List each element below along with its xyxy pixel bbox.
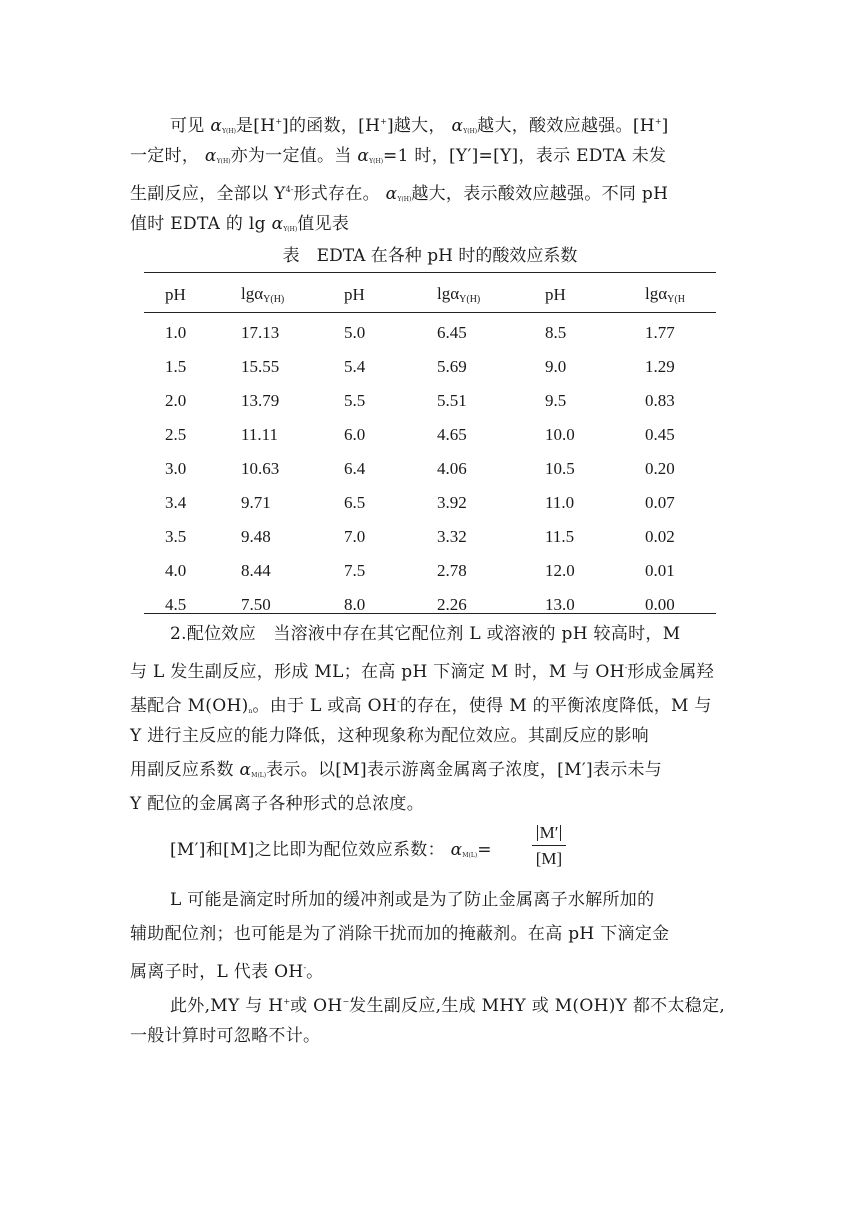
header-subscript: Y(H) xyxy=(459,294,481,305)
alpha-symbol: α xyxy=(357,146,370,166)
cell-ph: 7.0 xyxy=(344,527,366,546)
intro-line-4 xyxy=(130,214,730,240)
text-run: 值见表 xyxy=(297,214,350,234)
table-row xyxy=(144,520,716,554)
cell-ph: 1.5 xyxy=(165,357,187,376)
text-run: 一般计算时可忽略不计。 xyxy=(130,1026,321,1046)
cell-ph: 13.0 xyxy=(545,595,575,614)
cell-lg-alpha: 1.77 xyxy=(645,323,675,342)
text-run: 此外,MY 与 H xyxy=(170,996,284,1016)
cell-ph: 5.0 xyxy=(344,323,366,342)
alpha-symbol: α xyxy=(385,184,398,204)
text-run: 发生副反应,生成 MHY 或 M(OH)Y 都不太稳定, xyxy=(349,996,726,1016)
para4-line-2 xyxy=(130,1026,730,1046)
cell-ph: 3.4 xyxy=(165,493,187,512)
cell-lg-alpha: 5.51 xyxy=(437,391,467,410)
cell-lg-alpha: 0.00 xyxy=(645,595,675,614)
text-run: 的存在，使得 M 的平衡浓度降低，M 与 xyxy=(399,696,712,716)
table-row xyxy=(144,452,716,486)
acid-effect-table xyxy=(144,276,716,622)
alpha-symbol: α xyxy=(204,146,217,166)
superscript: - xyxy=(624,663,628,672)
text-run: 表示。以[M]表示游离金属离子浓度，[M′]表示未与 xyxy=(266,760,663,780)
cell-ph: 8.5 xyxy=(545,323,567,342)
text-run: 值时 EDTA 的 lg xyxy=(130,214,272,234)
text-run: 形式存在。 xyxy=(293,184,386,204)
text-run: ]越大， xyxy=(386,116,452,136)
superscript: + xyxy=(275,117,283,126)
cell-lg-alpha: 0.02 xyxy=(645,527,675,546)
formula-numerator xyxy=(532,822,566,844)
header-text: lgα xyxy=(645,284,668,303)
header-lg-alpha xyxy=(645,276,716,313)
superscript: - xyxy=(396,697,400,706)
section2-line-2 xyxy=(130,658,730,682)
cell-lg-alpha: 15.55 xyxy=(241,357,280,376)
text-run: 辅助配位剂；也可能是为了消除干扰而加的掩蔽剂。在高 pH 下滴定金 xyxy=(130,924,670,944)
text-run: 形成金属羟 xyxy=(627,662,714,682)
header-subscript: Y(H) xyxy=(263,294,285,305)
text-run: ] xyxy=(661,116,669,136)
header-ph: pH xyxy=(344,284,365,304)
text-run: 2.配位效应 当溶液中存在其它配位剂 L 或溶液的 pH 较高时，M xyxy=(170,624,681,644)
cell-ph: 6.4 xyxy=(344,459,366,478)
cell-lg-alpha: 0.20 xyxy=(645,459,675,478)
header-text: lgα xyxy=(437,284,460,303)
cell-ph: 4.5 xyxy=(165,595,187,614)
subscript: Y(H) xyxy=(397,196,412,203)
cell-lg-alpha: 10.63 xyxy=(241,459,280,478)
text-run: 。 xyxy=(306,962,324,982)
cell-lg-alpha: 17.13 xyxy=(241,323,280,342)
table-row xyxy=(144,418,716,452)
cell-ph: 2.5 xyxy=(165,425,187,444)
subscript: Y(H) xyxy=(369,158,384,165)
section2-line-1 xyxy=(170,624,730,644)
cell-lg-alpha: 3.32 xyxy=(437,527,467,546)
cell-lg-alpha: 9.48 xyxy=(241,527,271,546)
cell-lg-alpha: 0.01 xyxy=(645,561,675,580)
subscript: Y(H) xyxy=(216,158,231,165)
text-run: 一定时， xyxy=(130,146,205,166)
header-lg-alpha xyxy=(437,276,545,313)
text-run: 。由于 L 或高 OH xyxy=(252,696,397,716)
intro-line-3 xyxy=(130,180,730,210)
superscript: 4- xyxy=(285,185,294,194)
header-lg-alpha xyxy=(241,276,344,313)
alpha-symbol: α xyxy=(239,760,252,780)
superscript: + xyxy=(654,117,662,126)
subscript: Y(H) xyxy=(283,226,298,233)
subscript: M(L) xyxy=(251,772,267,779)
table-row xyxy=(144,486,716,520)
cell-lg-alpha: 4.06 xyxy=(437,459,467,478)
cell-lg-alpha: 7.50 xyxy=(241,595,271,614)
table-caption: 表 EDTA 在各种 pH 时的酸效应系数 xyxy=(282,246,578,266)
table-row xyxy=(144,350,716,384)
formula-denominator: [M] xyxy=(535,849,563,868)
cell-lg-alpha: 1.29 xyxy=(645,357,675,376)
text-run: = xyxy=(477,840,492,860)
cell-lg-alpha: 11.11 xyxy=(241,425,278,444)
header-ph: pH xyxy=(545,284,566,304)
cell-lg-alpha: 0.45 xyxy=(645,425,675,444)
cell-ph: 1.0 xyxy=(165,323,187,342)
para3-line-1 xyxy=(170,890,730,910)
subscript: n xyxy=(248,708,253,715)
cell-lg-alpha: 4.65 xyxy=(437,425,467,444)
cell-ph: 11.5 xyxy=(545,527,575,546)
text-run: ]的函数，[H xyxy=(282,116,381,136)
cell-lg-alpha: 8.44 xyxy=(241,561,271,580)
cell-ph: 7.5 xyxy=(344,561,366,580)
cell-lg-alpha: 2.78 xyxy=(437,561,467,580)
cell-lg-alpha: 0.07 xyxy=(645,493,675,512)
numerator-text: M′ xyxy=(537,825,562,841)
cell-lg-alpha: 13.79 xyxy=(241,391,280,410)
section2-line-7 xyxy=(170,840,730,866)
section2-line-6 xyxy=(130,794,730,814)
cell-lg-alpha: 0.83 xyxy=(645,391,675,410)
table-row xyxy=(144,588,716,622)
superscript: − xyxy=(342,997,350,1006)
cell-ph: 6.0 xyxy=(344,425,366,444)
alpha-symbol: α xyxy=(210,116,223,136)
text-run: 是[H xyxy=(235,116,276,136)
text-run: 用副反应系数 xyxy=(130,760,240,780)
text-run: 越大，酸效应越强。[H xyxy=(477,116,655,136)
alpha-symbol: α xyxy=(450,840,463,860)
table-body xyxy=(144,313,716,622)
coordination-effect-formula xyxy=(532,822,566,870)
cell-ph: 9.0 xyxy=(545,357,567,376)
intro-line-2 xyxy=(130,146,730,172)
table-row xyxy=(144,313,716,350)
section2-line-5 xyxy=(130,760,730,786)
para3-line-3 xyxy=(130,958,730,982)
text-run: 属离子时，L 代表 OH xyxy=(130,962,304,982)
cell-ph: 10.0 xyxy=(545,425,575,444)
table-row xyxy=(144,554,716,588)
section2-line-3 xyxy=(130,692,730,722)
intro-line-1 xyxy=(170,112,730,142)
text-run: L 可能是滴定时所加的缓冲剂或是为了防止金属离子水解所加的 xyxy=(170,890,655,910)
cell-ph: 2.0 xyxy=(165,391,187,410)
header-ph: pH xyxy=(165,284,186,304)
text-run: 越大，表示酸效应越强。不同 pH xyxy=(411,184,669,204)
cell-lg-alpha: 9.71 xyxy=(241,493,271,512)
subscript: Y(H) xyxy=(222,128,236,135)
section2-line-4 xyxy=(130,726,730,746)
cell-ph: 6.5 xyxy=(344,493,366,512)
cell-ph: 10.5 xyxy=(545,459,575,478)
text-run: 生副反应，全部以 Y xyxy=(130,184,286,204)
superscript: - xyxy=(303,963,307,972)
text-run: 可见 xyxy=(170,116,211,136)
cell-ph: 5.4 xyxy=(344,357,366,376)
alpha-symbol: α xyxy=(271,214,284,234)
header-text: lgα xyxy=(241,284,264,303)
para4-line-1 xyxy=(170,992,730,1016)
cell-lg-alpha: 6.45 xyxy=(437,323,467,342)
subscript: M(L) xyxy=(462,852,478,859)
cell-ph: 12.0 xyxy=(545,561,575,580)
subscript: Y(H) xyxy=(463,128,478,135)
cell-ph: 5.5 xyxy=(344,391,366,410)
text-run: 或 OH xyxy=(290,996,343,1016)
text-run: 与 L 发生副反应，形成 ML；在高 pH 下滴定 M 时，M 与 OH xyxy=(130,662,625,682)
header-subscript: Y(H xyxy=(667,294,685,305)
text-run: 基配合 M(OH) xyxy=(130,696,249,716)
cell-ph: 11.0 xyxy=(545,493,575,512)
superscript: + xyxy=(380,117,387,126)
cell-ph: 8.0 xyxy=(344,595,366,614)
text-run: =1 时，[Y′]=[Y]，表示 EDTA 未发 xyxy=(383,146,667,166)
text-run: 亦为一定值。当 xyxy=(230,146,358,166)
cell-lg-alpha: 5.69 xyxy=(437,357,467,376)
table-header-row xyxy=(144,276,716,313)
cell-ph: 4.0 xyxy=(165,561,187,580)
superscript: + xyxy=(283,997,291,1006)
table-top-rule xyxy=(144,272,716,273)
cell-ph: 3.0 xyxy=(165,459,187,478)
cell-ph: 3.5 xyxy=(165,527,187,546)
fraction-bar xyxy=(532,845,566,846)
para3-line-2 xyxy=(130,924,730,944)
cell-ph: 9.5 xyxy=(545,391,567,410)
alpha-symbol: α xyxy=(451,116,464,136)
table-row xyxy=(144,384,716,418)
cell-lg-alpha: 3.92 xyxy=(437,493,467,512)
cell-lg-alpha: 2.26 xyxy=(437,595,467,614)
text-run: Y 配位的金属离子各种形式的总浓度。 xyxy=(130,794,425,814)
text-run: Y 进行主反应的能力降低，这种现象称为配位效应。其副反应的影响 xyxy=(130,726,649,746)
text-run: [M′]和[M]之比即为配位效应系数： xyxy=(170,840,451,860)
